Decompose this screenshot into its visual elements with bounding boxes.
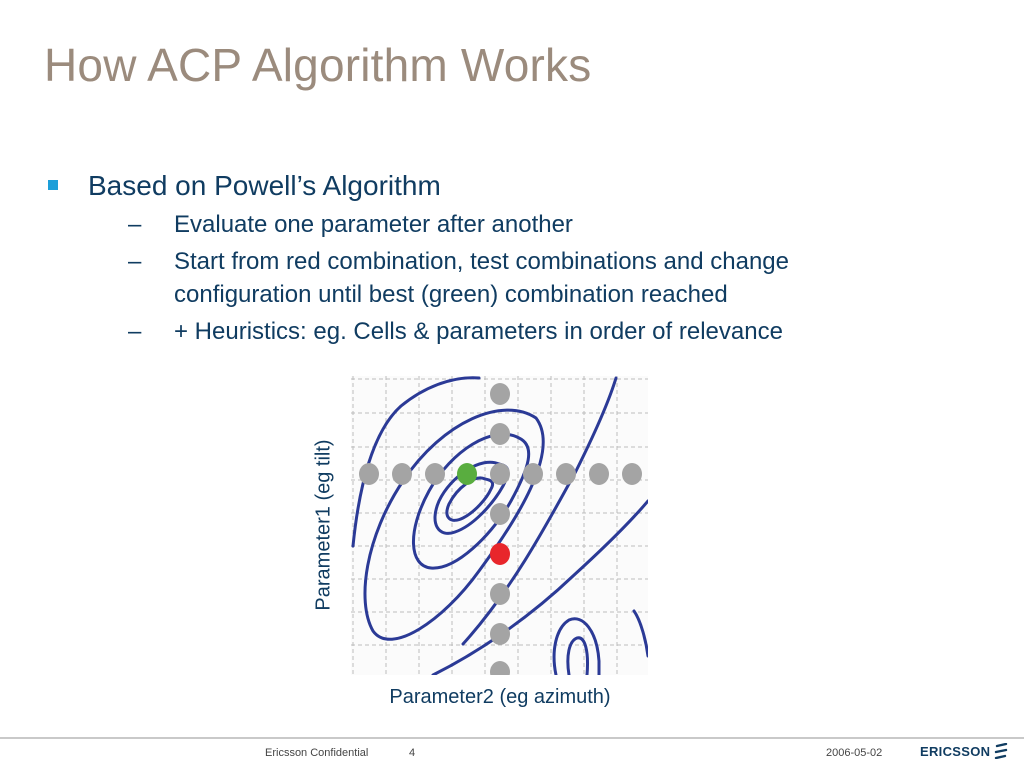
sub-bullet-2 bbox=[44, 245, 944, 311]
sub-bullet-1-text: Evaluate one parameter after another bbox=[174, 211, 573, 238]
logo-text: ERICSSON bbox=[920, 743, 991, 759]
dash-marker: – bbox=[128, 318, 142, 345]
y-axis-label: Parameter1 (eg tilt) bbox=[312, 439, 335, 611]
bullet-main-text: Based on Powell’s Algorithm bbox=[88, 170, 441, 201]
ericsson-logo bbox=[920, 743, 1008, 759]
test-point bbox=[392, 463, 412, 485]
test-point bbox=[425, 463, 445, 485]
sub-bullet-2-text-cont: configuration until best (green) combination reached bbox=[174, 281, 728, 308]
x-axis-label: Parameter2 (eg azimuth) bbox=[389, 686, 611, 708]
contour-right-edge bbox=[634, 611, 648, 656]
contour-small-oval-outer bbox=[554, 619, 599, 675]
contour-ellipse-mid bbox=[413, 434, 528, 568]
sample-points bbox=[359, 383, 642, 675]
best-point-green bbox=[457, 463, 477, 485]
dash-marker: – bbox=[128, 211, 142, 238]
contour-ellipse-large bbox=[365, 410, 543, 639]
footer-page-number: 4 bbox=[409, 747, 416, 759]
contour-small-oval-inner bbox=[568, 638, 588, 675]
test-point bbox=[490, 623, 510, 645]
test-point bbox=[490, 423, 510, 445]
square-bullet-icon bbox=[48, 180, 58, 190]
sub-bullet-1 bbox=[44, 208, 944, 241]
ericsson-logo-icon bbox=[994, 743, 1008, 759]
test-point bbox=[359, 463, 379, 485]
sub-bullet-3-text: + Heuristics: eg. Cells & parameters in order of relevance bbox=[174, 318, 783, 345]
dash-marker: – bbox=[128, 248, 142, 275]
test-point bbox=[490, 383, 510, 405]
test-point bbox=[490, 661, 510, 675]
test-point bbox=[523, 463, 543, 485]
test-point bbox=[556, 463, 576, 485]
test-point bbox=[589, 463, 609, 485]
footer-divider bbox=[0, 737, 1024, 739]
start-point-red bbox=[490, 543, 510, 565]
slide-title: How ACP Algorithm Works bbox=[44, 39, 592, 91]
sub-bullet-3 bbox=[44, 315, 944, 348]
bullet-main bbox=[44, 168, 944, 204]
test-point bbox=[490, 583, 510, 605]
contour-diagram bbox=[351, 376, 648, 675]
test-point bbox=[622, 463, 642, 485]
test-point bbox=[490, 503, 510, 525]
footer-confidential: Ericsson Confidential bbox=[265, 747, 369, 759]
test-point bbox=[490, 463, 510, 485]
bullet-list bbox=[44, 168, 944, 348]
sub-bullet-2-text: Start from red combination, test combinations and change bbox=[174, 248, 789, 275]
footer-date: 2006-05-02 bbox=[826, 747, 883, 759]
